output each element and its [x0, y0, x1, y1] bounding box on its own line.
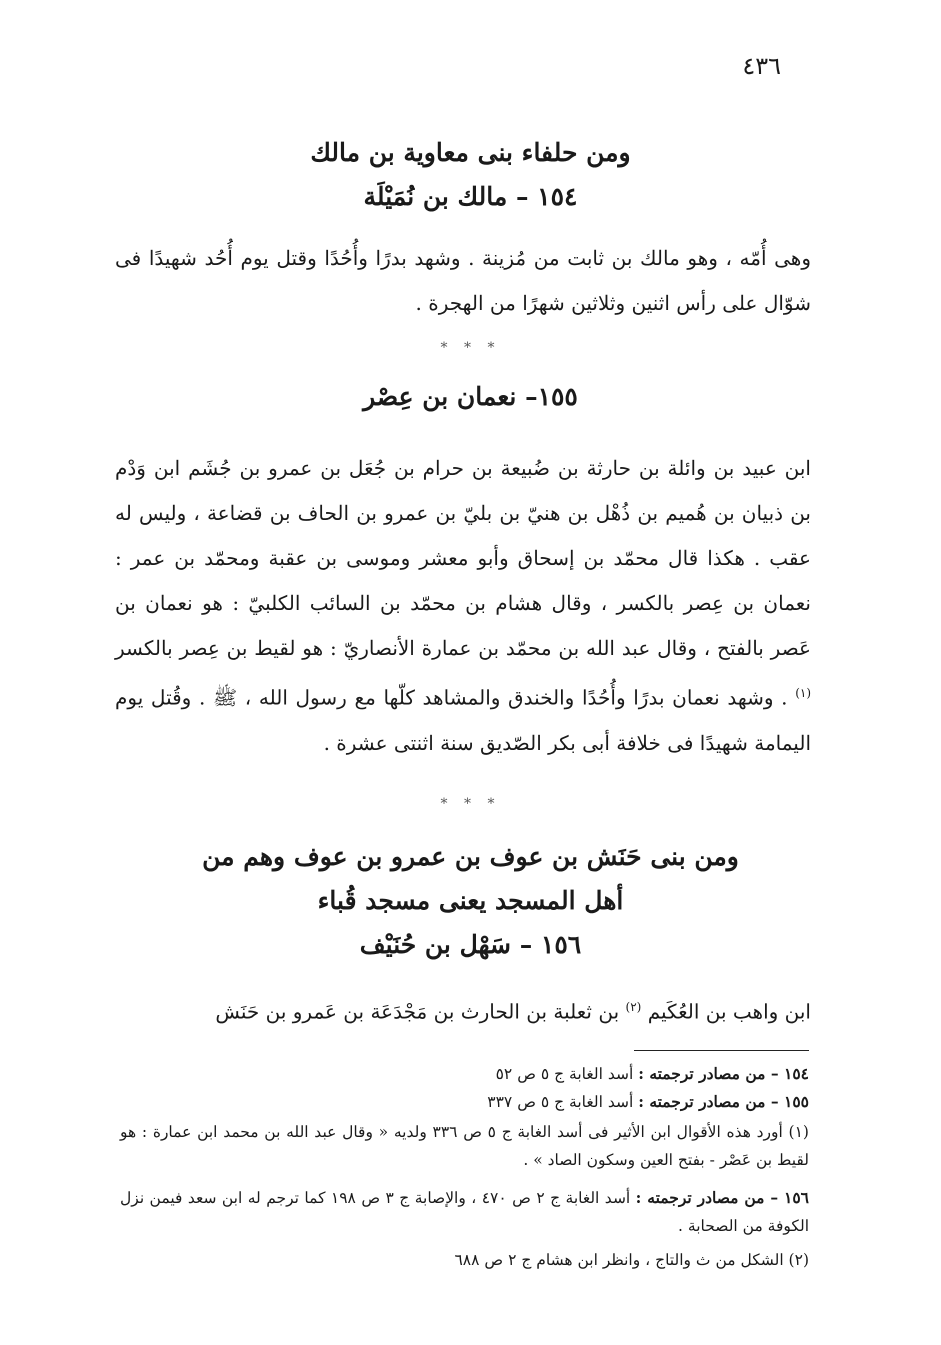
- footnote-154: [120, 1060, 809, 1088]
- entry-title-155: ١٥٥– نعمان بن عِصْر: [363, 382, 578, 411]
- footnote-156: [120, 1184, 809, 1240]
- footnote-2: (٢) الشكل من ث والتاج ، وانظر ابن هشام ج ٢ ص ٦٨٨: [454, 1251, 809, 1269]
- entry-text-156-part1: ابن واهب بن العُكَيم: [647, 999, 811, 1024]
- footnote-154-text: أسد الغابة ج ٥ ص ٥٢: [495, 1065, 634, 1083]
- footnote-rule: [634, 1050, 809, 1051]
- separator-stars: * * *: [440, 796, 501, 812]
- section-heading-hanash-line2: أهل المسجد يعنى مسجد قُباء: [317, 886, 624, 915]
- entry-text-155-part1: ابن عبيد بن وائلة بن حارثة بن ضُبيعة بن حرام بن جُعَل بن عمرو بن جُشَم ابن وَدْم بن ذبيان بن هُميم بن ذُهْل بن هنيّ بن بليّ بن عمرو بن الحاف بن قضاعة ، وليس له عقب . هكذا قال محمّد بن إسحاق وأبو معشر وموسى بن عقبة ومحمّد بن عمر : نعمان بن عِصر بالكسر ، وقال هشام بن محمّد بن السائب الكلبيّ : هو نعمان بن عَصر بالفتح ، وقال عبد الله بن محمّد بن عمارة الأنصاريّ : هو لقيط بن عِصر بالكسر: [115, 456, 811, 660]
- footnote-1: (١) أورد هذه الأقوال ابن الأثير فى أسد الغابة ج ٥ ص ٣٣٦ ولديه « وقال عبد الله بن محمد ابن عمارة : هو لقيط بن عَصْر - بفتح العين وسكون الصاد » .: [120, 1123, 809, 1169]
- separator-stars: * * *: [440, 340, 501, 356]
- section-heading-hanash-line1: ومن بنى حَنَش بن عوف بن عمرو بن عوف وهم من: [202, 842, 739, 871]
- entry-title-154: ١٥٤ – مالك بن نُمَيْلَة: [363, 182, 578, 211]
- footnote-156-text: أسد الغابة ج ٢ ص ٤٧٠ ، والإصابة ج ٣ ص ١٩٨ كما ترجم له ابن سعد فيمن نزل الكوفة من الصحابة .: [120, 1189, 809, 1235]
- footnote-155: [120, 1088, 809, 1116]
- footnote-156-label: ١٥٦ – من مصادر ترجمته :: [635, 1188, 809, 1207]
- footnote-154-label: ١٥٤ – من مصادر ترجمته :: [638, 1064, 809, 1083]
- footnote-ref-2: (٢): [625, 1000, 642, 1014]
- section-heading-allies: ومن حلفاء بنى معاوية بن مالك: [310, 138, 631, 167]
- footnote-ref-1: (١): [795, 686, 812, 700]
- entry-text-154: وهى أُمّه ، وهو مالك بن ثابت من مُزينة . وشهد بدرًا وأُحُدًا وقتل يوم أُحُد شهيدًا فى شوّال على رأس اثنين وثلاثين شهرًا من الهجرة .: [115, 246, 811, 315]
- entry-text-156: [115, 985, 811, 1035]
- footnote-155-label: ١٥٥ – من مصادر ترجمته :: [638, 1092, 809, 1111]
- page-number: ٤٣٦: [742, 52, 781, 80]
- footnote-155-text: أسد الغابة ج ٥ ص ٣٣٧: [487, 1093, 634, 1111]
- entry-text-155: [115, 446, 811, 766]
- entry-text-155-part2: . وشهد نعمان بدرًا وأُحُدًا والخندق والمشاهد كلّها مع رسول الله ، ﷺ . وقُتل يوم اليمامة شهيدًا فى خلافة أبى بكر الصّديق سنة اثنتى عشرة .: [115, 685, 811, 755]
- entry-title-156: ١٥٦ – سَهْل بن حُنَيْف: [359, 930, 582, 959]
- entry-text-156-part2: بن ثعلبة بن الحارث بن مَجْدَعَة بن عَمرو بن حَنَش: [215, 999, 620, 1024]
